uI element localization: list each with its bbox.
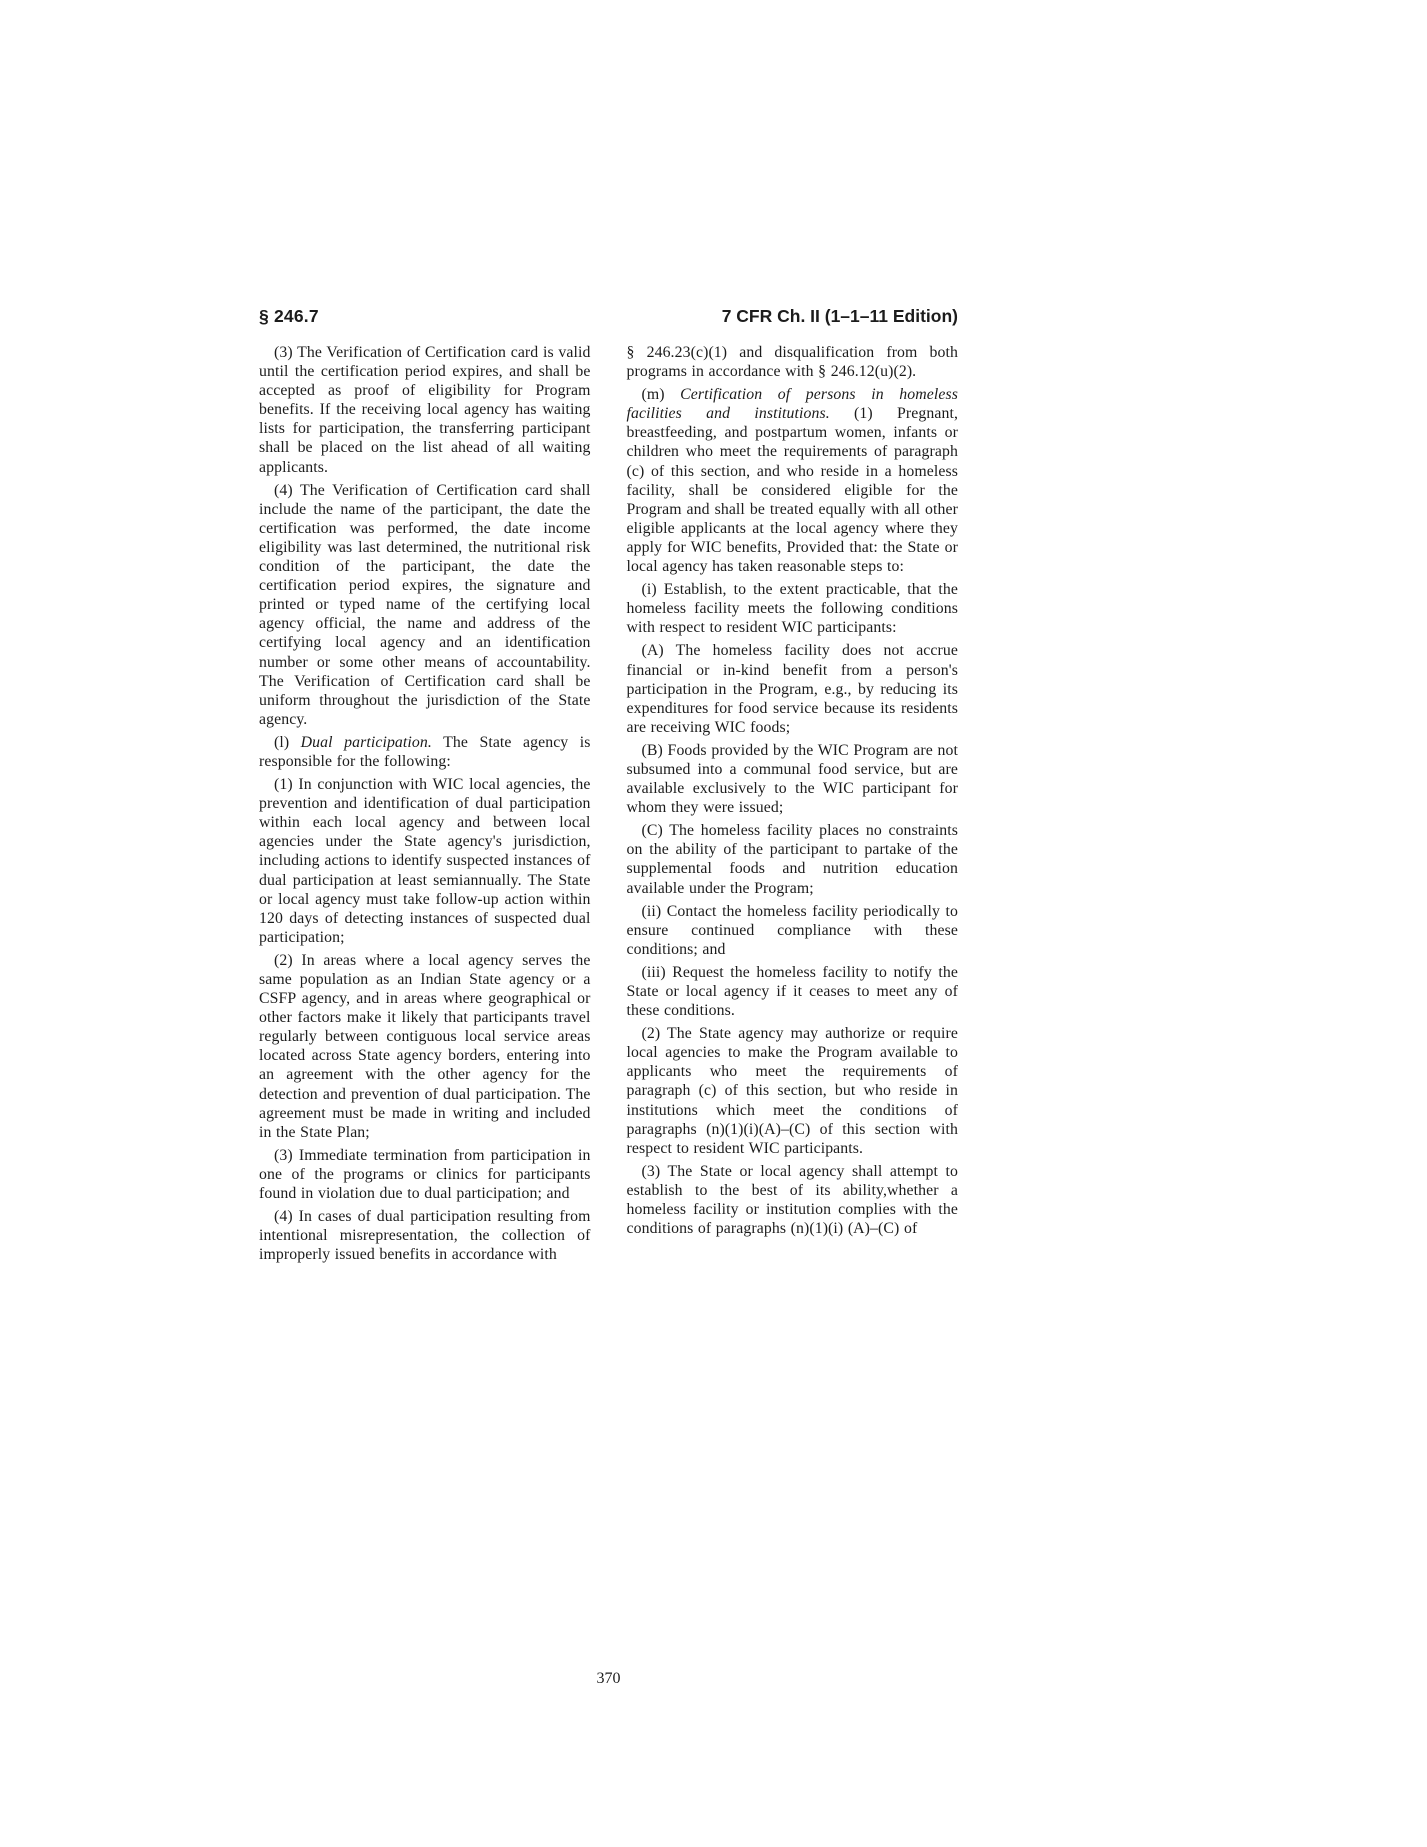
paragraph: (iii) Request the homeless facility to notify the State or local agency if it ceases to meet any of these conditions. [626, 963, 958, 1020]
right-column [627, 343, 959, 1268]
paragraph: (l) Dual participation. The State agency is responsible for the following: [259, 733, 591, 770]
paragraph: § 246.23(c)(1) and disqualification from both programs in accordance with § 246.12(u)(2). [626, 344, 958, 381]
paragraph: (2) In areas where a local agency serves the same population as an Indian State agency or a CSFP agency, and in areas where geographical or other factors make it likely that participants travel regularly between contiguous local service areas located across State agency borders, entering into an agreement with the other agency for the detection and prevention of dual participation. The agreement must be made in writing and included in the State Plan; [259, 951, 591, 1141]
paragraph: (B) Foods provided by the WIC Program are not subsumed into a communal food service, but are available exclusively to the WIC participant for whom they were issued; [626, 741, 958, 817]
paragraph: (m) Certification of persons in homeless facilities and institutions. (1) Pregnant, breastfeeding, and postpartum women, infants or children who meet the requirements of paragraph (c) of this section, and who reside in a homeless facility, shall be considered eligible for the Program and shall be treated equally with all other eligible applicants at the local agency where they apply for WIC benefits, Provided that: the State or local agency has taken reasonable steps to: [626, 386, 958, 576]
paragraph: (3) Immediate termination from participation in one of the programs or clinics for participants found in violation due to dual participation; and [259, 1146, 591, 1203]
running-header [259, 306, 958, 327]
two-column-body [259, 343, 958, 1268]
header-section-number: § 246.7 [259, 306, 319, 326]
paragraph: (C) The homeless facility places no constraints on the ability of the participant to partake of the supplemental foods and nutrition education available under the Program; [626, 822, 958, 897]
paragraph: (i) Establish, to the extent practicable, that the homeless facility meets the following conditions with respect to resident WIC participants: [626, 581, 958, 637]
footer-page-number: 370 [596, 1670, 621, 1687]
page-content [259, 306, 958, 1268]
paragraph: (ii) Contact the homeless facility periodically to ensure continued compliance with these conditions; and [626, 902, 958, 958]
paragraph: (3) The State or local agency shall attempt to establish to the best of its ability,whether a homeless facility or institution complies with the conditions of paragraphs (n)(1)(i) (A)–(C) of [626, 1162, 958, 1238]
left-column [259, 343, 591, 1268]
paragraph: (A) The homeless facility does not accrue financial or in-kind benefit from a person's participation in the Program, e.g., by reducing its expenditures for food service because its residents are receiving WIC foods; [626, 642, 958, 736]
paragraph: (1) In conjunction with WIC local agencies, the prevention and identification of dual participation within each local agency and between local agencies under the State agency's jurisdiction, including actions to identify suspected instances of dual participation at least semiannually. The State or local agency must take follow-up action within 120 days of detecting instances of suspected dual participation; [259, 776, 591, 946]
header-edition-title: 7 CFR Ch. II (1–1–11 Edition) [721, 306, 958, 326]
paragraph: (3) The Verification of Certification card is valid until the certification period expires, and shall be accepted as proof of eligibility for Program benefits. If the receiving local agency has waiting lists for participation, the transferring participant shall be placed on the list ahead of all waiting applicants. [259, 344, 591, 476]
paragraph: (4) The Verification of Certification card shall include the name of the participant, the date the certification was performed, the date income eligibility was last determined, the nutritional risk condition of the participant, the date the certification period expires, the signature and printed or typed name of the certifying local agency official, the name and address of the certifying local agency and an identification number or some other means of accountability. The Verification of Certification card shall be uniform throughout the jurisdiction of the State agency. [259, 481, 591, 728]
paragraph: (4) In cases of dual participation resulting from intentional misrepresentation, the collection of improperly issued benefits in accordance with [259, 1208, 591, 1264]
paragraph: (2) The State agency may authorize or require local agencies to make the Program available to applicants who meet the requirements of paragraph (c) of this section, but who reside in institutions which meet the conditions of paragraphs (n)(1)(i)(A)–(C) of this section with respect to resident WIC participants. [626, 1025, 958, 1157]
